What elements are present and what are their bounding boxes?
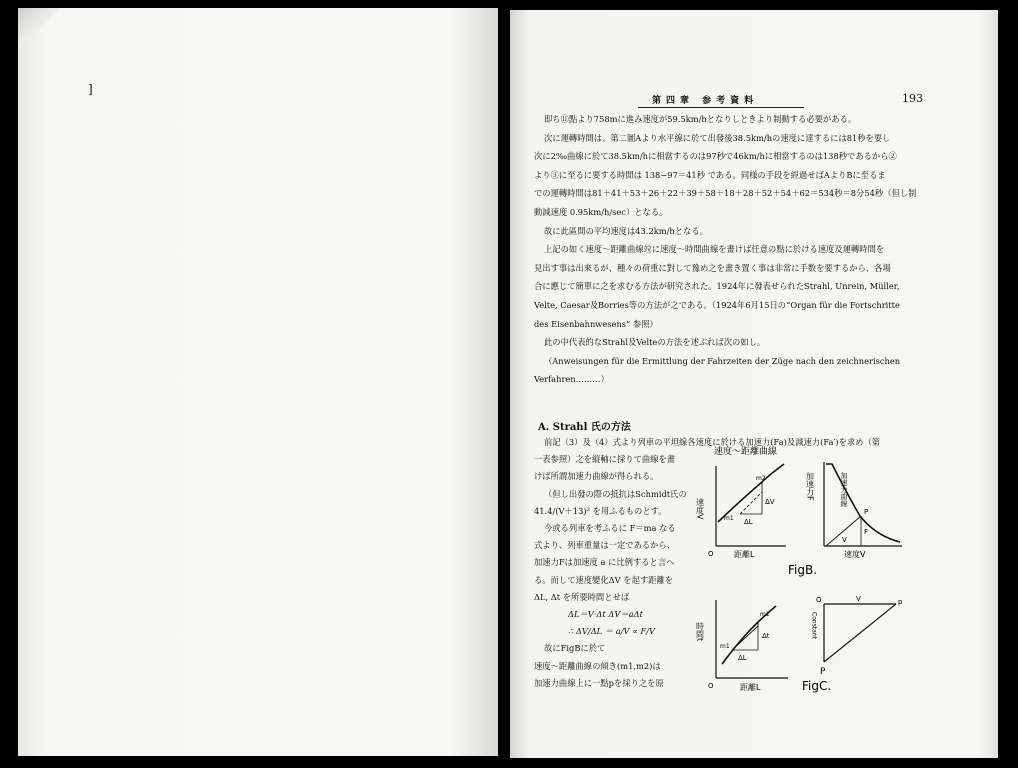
fig-c-left-graph xyxy=(696,600,788,692)
paragraph-line: Velte, Caesar及Borries等の方法が之である。（1924年6月15日の“Organ für die Fortschritte xyxy=(534,299,900,310)
fig-b-left-xlabel: 距離L xyxy=(734,550,755,559)
fig-b-dl: ΔL xyxy=(744,518,753,526)
column-line: けば所謂加速力曲線が得られる。 xyxy=(534,471,659,482)
fig-b-origin: O xyxy=(708,550,714,558)
left-page-mark: ] xyxy=(88,82,93,96)
fig-b-right-ylabel: 加速力F xyxy=(805,472,815,501)
running-header xyxy=(510,86,998,108)
fig-b-p: P xyxy=(864,508,869,516)
fig-b xyxy=(696,442,916,592)
paragraph-line: 見出す事は出來るが、種々の荷重に對して豫め之を畫き置く事は非常に手数を要するから、各場 xyxy=(534,262,891,273)
fig-c-m1: m1 xyxy=(720,643,730,650)
paragraph-line: 動減速度 0.95km/h/sec）となる。 xyxy=(534,206,668,217)
column-line: 式より、列車重量は一定であるから、 xyxy=(534,540,676,551)
column-line: る。而して速度變化ΔV を起す距離を xyxy=(534,574,674,585)
header-rule xyxy=(638,107,804,108)
fig-b-right-graph xyxy=(806,462,903,559)
paragraph-line: 合に應じて簡單に之を求むる方法が研究された。1924年に發表せられたStrahl, Unrein, Müller, xyxy=(534,281,900,292)
fig-b-v: V xyxy=(842,536,847,544)
fig-b-curve-label: 加速力曲線 xyxy=(840,472,848,507)
fig-c-left-ylabel: 時間t xyxy=(696,622,705,642)
fig-b-left-graph xyxy=(696,464,786,559)
fig-b-dv: ΔV xyxy=(765,498,775,506)
fig-b-f: F xyxy=(864,528,869,536)
column-line: ΔL, Δt を所要時間とせば xyxy=(534,591,630,602)
fig-c-caption: FigC. xyxy=(802,679,832,693)
column-line: 速度〜距離曲線の傾き(m1,m2)は xyxy=(534,660,661,671)
fig-c-p-small: p xyxy=(898,598,903,606)
paragraph-line: Verfahren………） xyxy=(534,374,609,385)
fig-c-p: P xyxy=(820,667,826,677)
column-line: （但し出發の際の抵抗はSchmidt氏の xyxy=(544,488,687,499)
fig-c-constant: Constant xyxy=(810,612,818,639)
equation-line: ∴ ΔV/ΔL ＝ a/V ∝ F/V xyxy=(568,626,655,637)
fig-b-m2: m2 xyxy=(756,475,766,482)
paragraph-line: 故に此區間の平均速度は43.2km/hとなる。 xyxy=(544,225,708,236)
column-line: 今或る列車を考ふるに F＝ma なる xyxy=(544,523,676,534)
fig-c-dl: ΔL xyxy=(738,654,747,662)
column-line: 41.4/(V＋13)² を用ふるものとす。 xyxy=(534,505,667,516)
fig-c-o: O xyxy=(816,596,822,604)
paragraph-line: 即ち⑪點より758mに進み速度が59.5km/hとなりしときより制動する必要がある。 xyxy=(544,114,857,124)
paragraph-line: より③に至るに要する時間は 138−97＝41秒 である。同様の手段を經過せばAよりBに至るま xyxy=(534,169,886,180)
paragraph-line: 上記の如く速度〜距離曲線竝に速度〜時間曲線を畫けば任意の點に於ける速度及運轉時間を xyxy=(544,244,885,255)
fig-c-left-xlabel: 距離L xyxy=(740,683,761,692)
section-intro: 前記（3）及（4）式より列車の平坦線各速度に於ける加速力(Fa)及減速力(Fa′)を求め（第 xyxy=(544,437,881,447)
equation-line: ΔL＝V·Δt ΔV＝aΔt xyxy=(568,609,643,620)
paragraph-line: 此の中代表的なStrahl及Velteの方法を述ぶれば次の如し。 xyxy=(544,337,766,348)
fig-c xyxy=(696,592,916,702)
fig-b-right-xlabel: 速度V xyxy=(844,550,866,559)
fig-c-m2: m2 xyxy=(760,611,770,618)
column-line: 故にFigBに於て xyxy=(544,643,606,654)
column-line: 一表参照）之を縦軸に採りて曲線を畫 xyxy=(534,454,676,465)
paragraph-line: 次に運轉時間は、第二圖Aより水平線に於て出發後38.5km/hの速度に達するには81秒を要し xyxy=(544,132,891,143)
body-text xyxy=(534,110,926,389)
column-line: 加速力曲線上に一點pを採り之を原 xyxy=(534,677,664,688)
column-line: 加速力Fは加速度 a に比例すると言へ xyxy=(534,557,675,568)
chapter-title: 第四章 参考資料 xyxy=(652,96,759,106)
right-page xyxy=(510,10,998,758)
paragraph-line: （Anweisungen für die Ermittlung der Fahrzeiten der Züge nach den zeichnerischen xyxy=(544,355,901,366)
paragraph-line: 次に2‰曲線に於て38.5km/hに相當するのは97秒で46km/hに相當するのは138秒であるから② xyxy=(534,151,897,162)
page-number: 193 xyxy=(902,92,923,105)
fig-b-title: 速度〜距離曲線 xyxy=(714,447,778,457)
fig-b-left-ylabel: 速度V xyxy=(696,498,705,520)
fig-c-right-graph xyxy=(811,595,904,677)
section-title: A. Strahl 氏の方法 xyxy=(538,422,631,433)
fig-b-caption: FigB. xyxy=(788,563,818,577)
fig-c-v: V xyxy=(856,595,861,603)
left-page xyxy=(18,8,498,756)
paragraph-line: des Eisenbahnwesens” 参照） xyxy=(534,318,658,329)
paragraph-line: での運轉時間は81＋41＋53＋26＋22＋39＋58＋18＋28＋52＋54＋62＝534秒＝8分54秒（但し制 xyxy=(534,188,917,199)
fig-b-m1: m1 xyxy=(724,515,734,522)
page-corner-fold xyxy=(18,8,64,48)
fig-c-dt: Δt xyxy=(762,632,770,640)
fig-c-origin: O xyxy=(708,682,714,690)
